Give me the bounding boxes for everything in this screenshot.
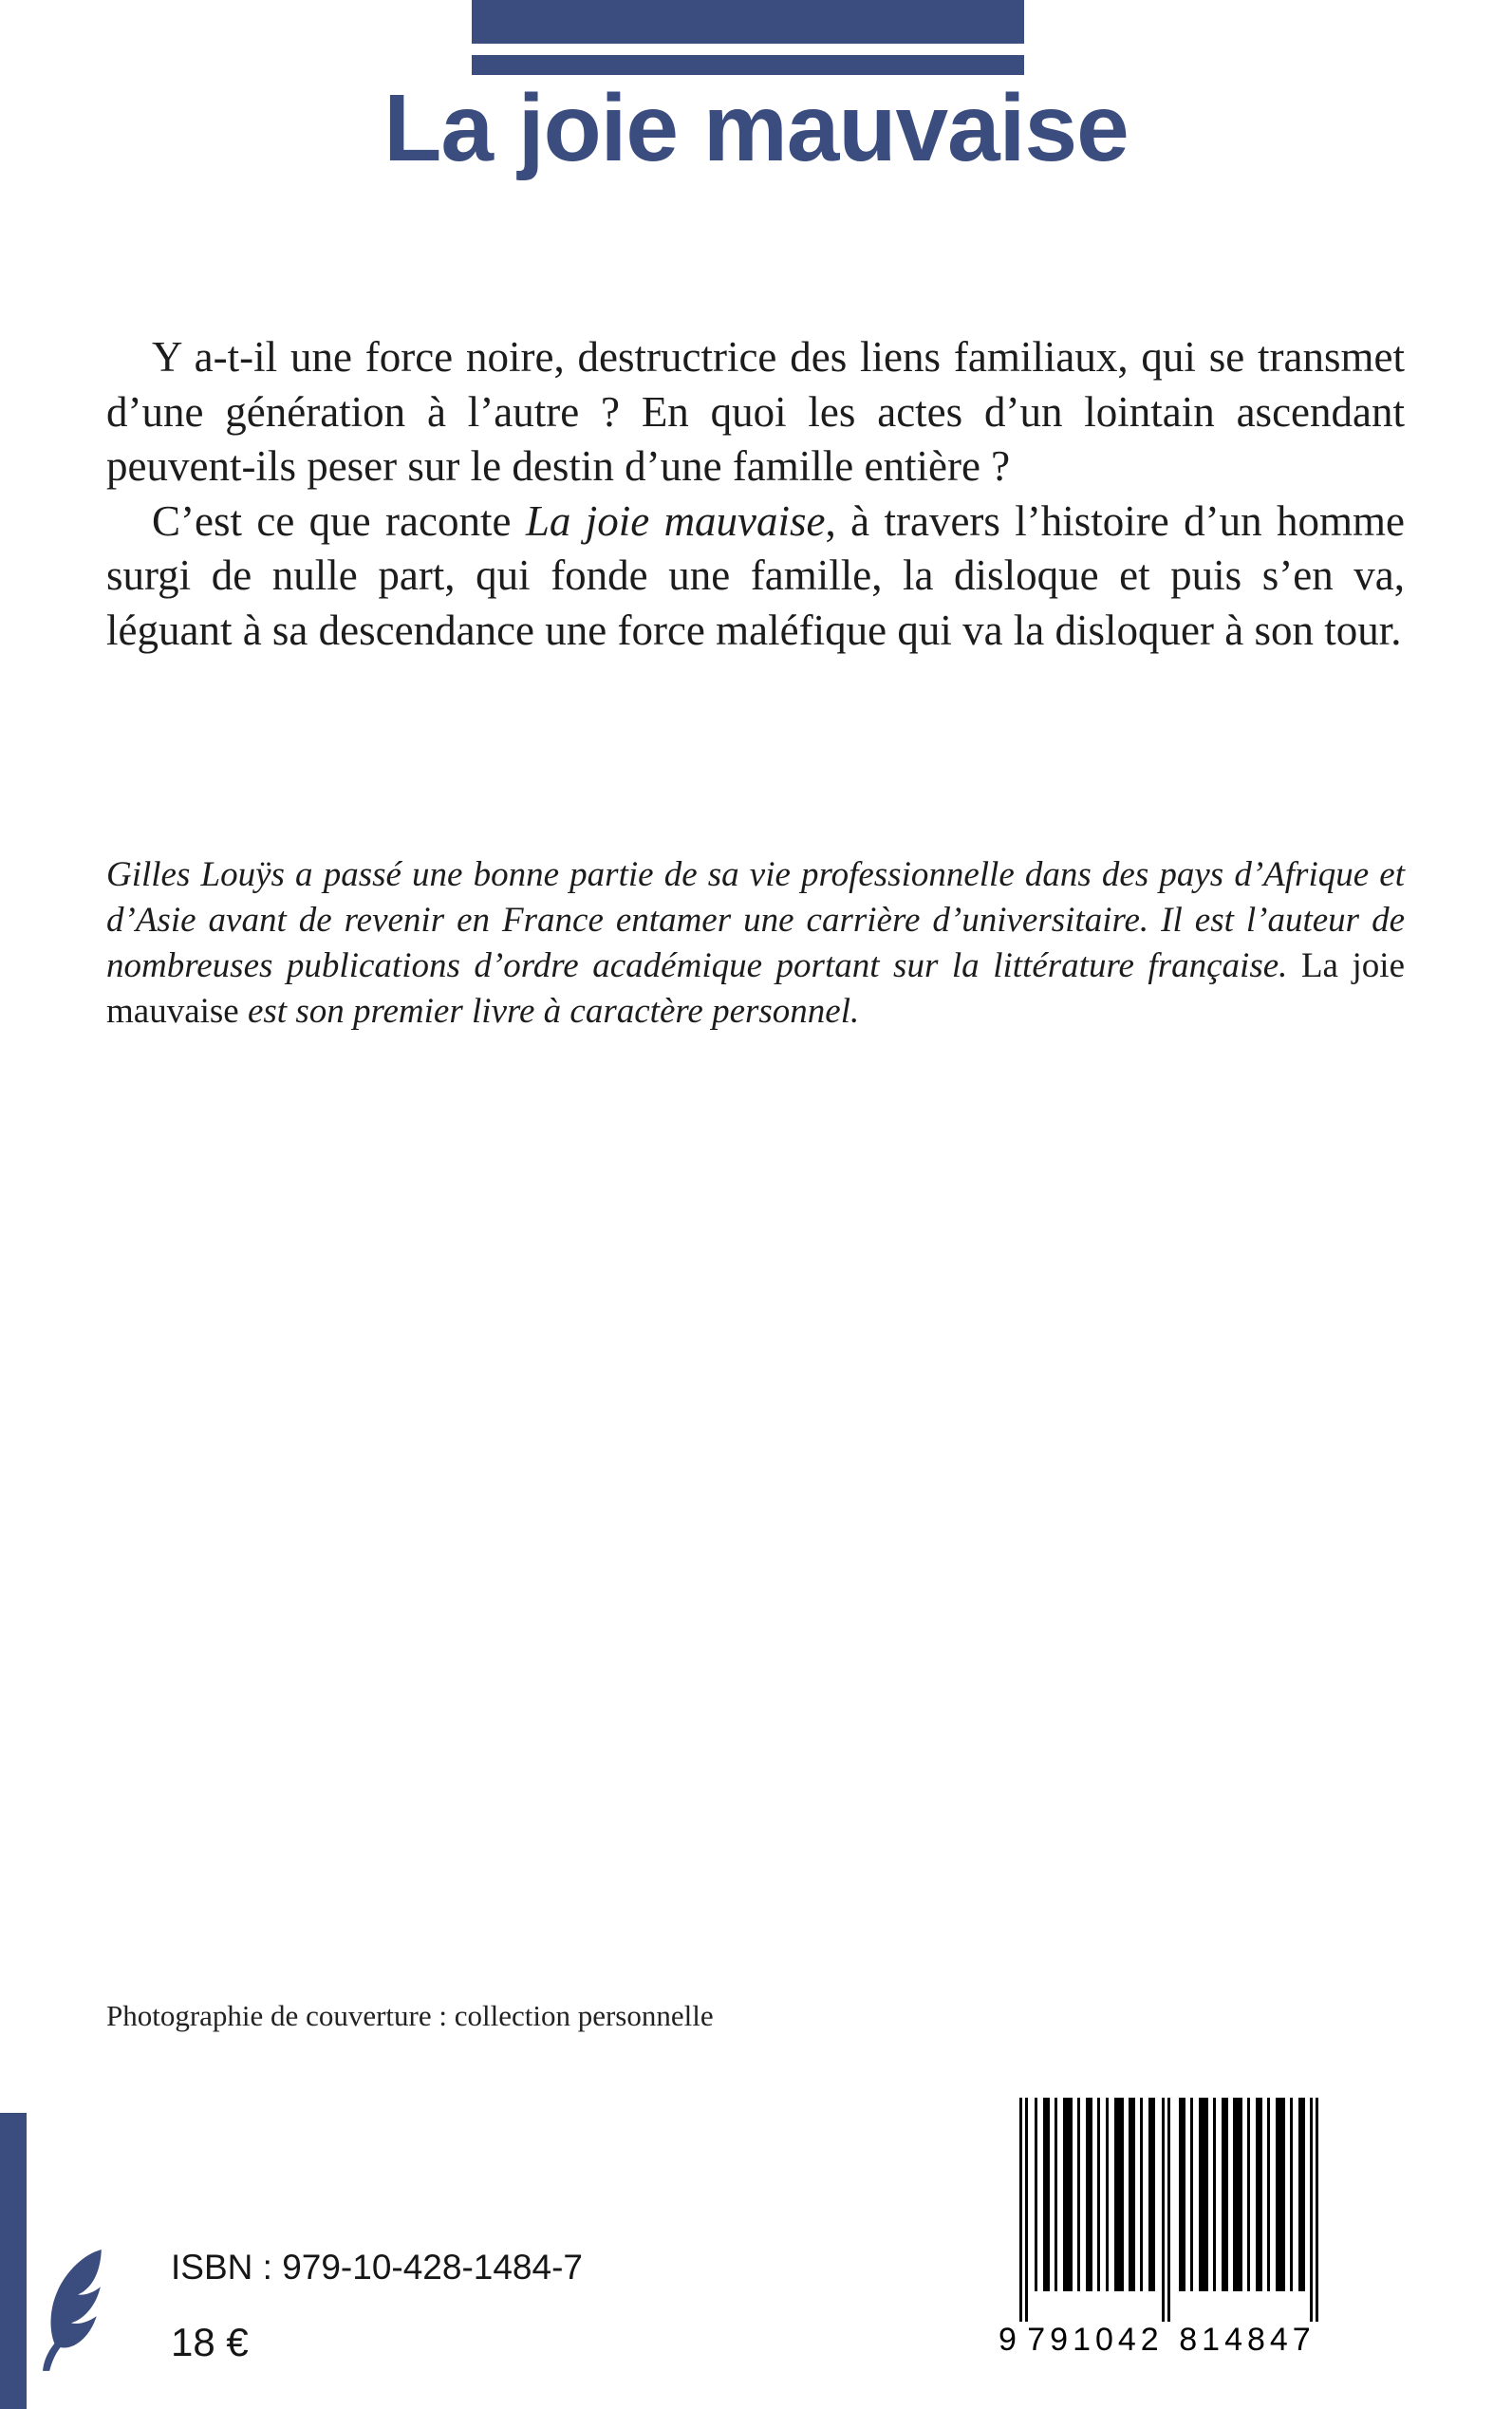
- barcode-group-2: 814847: [1179, 2322, 1316, 2358]
- barcode: [993, 2098, 1335, 2360]
- book-title: La joie mauvaise: [383, 75, 1129, 181]
- top-decorative-bar-large: [472, 0, 1024, 44]
- isbn: ISBN : 979-10-428-1484-7: [171, 2248, 583, 2287]
- price: 18 €: [171, 2320, 249, 2364]
- publisher-feather-logo-icon: [38, 2248, 112, 2375]
- inline-book-title: La joie mauvaise: [525, 496, 826, 545]
- synopsis-paragraph-1: Y a-t-il une force noire, destructrice des liens familiaux, qui se transmet d’une génération à l’autre ? En quoi les actes d’un lointain ascendant peuvent-ils peser sur le destin d’une famille entière ?: [106, 333, 1405, 491]
- author-bio: [106, 852, 1405, 1035]
- top-decorative-bar-small: [472, 55, 1024, 75]
- spine-decorative-bar: [0, 2113, 27, 2409]
- synopsis-paragraph-2-rest: , à travers l’histoire d’un homme surgi de nulle part, qui fonde une famille, la disloque et puis s’en va, léguant à sa descendance une force maléfique qui va la disloquer à son tour.: [106, 496, 1405, 654]
- synopsis: [106, 330, 1405, 659]
- barcode-lead-digit: 9: [999, 2322, 1021, 2358]
- author-bio-rest: est son premier livre à caractère personnel.: [238, 992, 860, 1032]
- photo-credit: Photographie de couverture : collection personnelle: [106, 1999, 714, 2032]
- barcode-group-1: 791042: [1027, 2322, 1164, 2358]
- inline-book-title-roman: La joie mauvaise: [106, 946, 1405, 1032]
- synopsis-paragraph-2: [106, 495, 1405, 659]
- barcode-bars: [1019, 2098, 1318, 2322]
- synopsis-paragraph-2-text: C’est ce que raconte: [152, 496, 526, 545]
- author-bio-paragraph: [106, 852, 1405, 1035]
- author-bio-text: Gilles Louÿs a passé une bonne partie de sa vie professionnelle dans des pays d’Afrique et d’Asie avant de revenir en France entamer une carrière d’universitaire. Il est l’auteur de nombreuses publications d’ordre académique portant sur la littérature française.: [106, 855, 1405, 986]
